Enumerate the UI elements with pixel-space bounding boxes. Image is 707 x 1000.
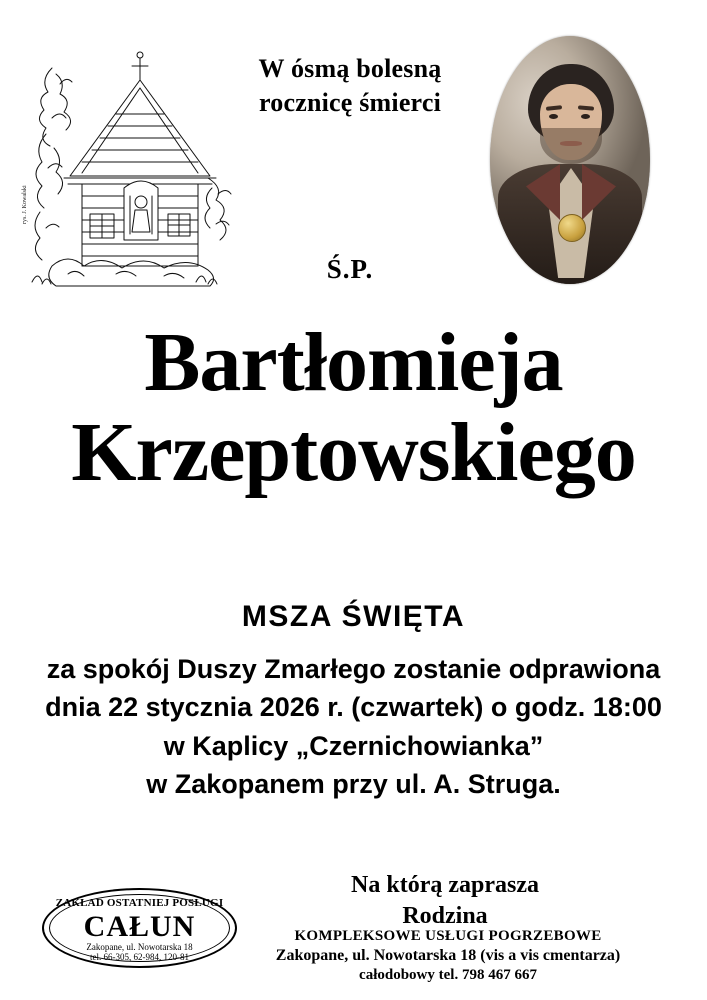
mass-line-4: w Zakopanem przy ul. A. Struga.	[146, 768, 561, 799]
logo-top-text: ZAKŁAD OSTATNIEJ POSŁUGI	[55, 897, 224, 909]
deceased-name-block	[0, 316, 707, 499]
portrait-photo-of-deceased	[490, 36, 650, 284]
footer-line-3: całodobowy tel. 798 467 667	[359, 967, 537, 983]
logo-address: Zakopane, ul. Nowotarska 18	[86, 942, 193, 952]
anniversary-heading	[205, 52, 495, 121]
artist-signature: rys. J. Kowalski	[22, 185, 28, 224]
mass-line-2: dnia 22 stycznia 2026 r. (czwartek) o godz. 18:00	[45, 692, 662, 723]
header-area	[0, 0, 707, 310]
deceased-first-name: Bartłomieja	[144, 316, 563, 409]
portrait-medallion	[558, 214, 586, 242]
footer-line-1: KOMPLEKSOWE USŁUGI POGRZEBOWE	[294, 928, 602, 944]
anniversary-line-2: rocznicę śmierci	[259, 88, 441, 118]
invitation-line-1: Na którą zaprasza	[351, 872, 539, 898]
logo-brand-name: CAŁUN	[83, 910, 196, 943]
portrait-frame	[490, 36, 650, 284]
portrait-eye-right	[581, 114, 590, 119]
portrait-eye-left	[549, 114, 558, 119]
invitation-line-2: Rodzina	[402, 902, 488, 929]
footer-contact-block	[228, 928, 668, 984]
portrait-mouth	[560, 141, 582, 146]
mass-line-1: za spokój Duszy Zmarłego zostanie odprawiona	[46, 654, 661, 684]
deceased-last-name: Krzeptowskiego	[71, 405, 636, 499]
mass-information	[0, 600, 707, 803]
logo-phone: tel. 66-305, 62-984, 120-81	[90, 952, 189, 962]
invitation-block	[230, 870, 660, 931]
footer-line-2: Zakopane, ul. Nowotarska 18 (vis a vis cmentarza)	[275, 947, 621, 964]
mass-title: MSZA ŚWIĘTA	[241, 600, 466, 633]
mass-line-3: w Kaplicy „Czernichowianka”	[163, 730, 544, 761]
anniversary-line-1: W ósmą bolesną	[258, 54, 442, 83]
sp-abbreviation: Ś.P.	[326, 254, 374, 284]
funeral-home-logo	[42, 888, 237, 968]
